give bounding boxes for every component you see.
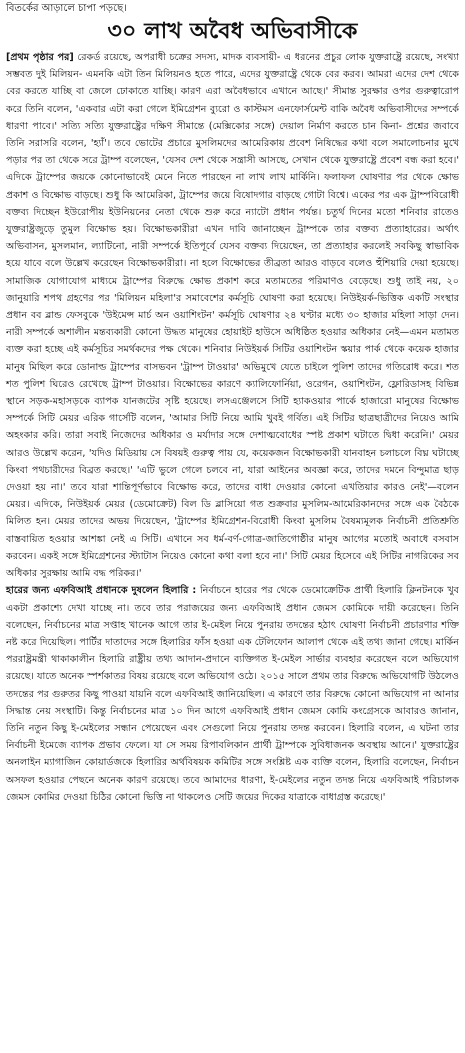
headline: ৩০ লাখ অবৈধ অভিবাসীকে bbox=[107, 19, 358, 44]
continuation-label: [প্রথম পৃষ্ঠার পর] bbox=[6, 52, 74, 63]
body-text-main: রেকর্ড রয়েছে, অপরাধী চক্রের সদস্য, মাদক ব্যবসায়ী- এ ধরনের প্রচুর লোক যুক্তরাষ্ট্রে রয়েছে, সংখ্যা সম্ভবত দুই মিলিয়ন- এমনকি এটা তিন মিলিয়নও হতে পারে, এদের যুক্তরাষ্ট্রে থেকে বের করব। আমরা এদের দেশ থেকে বের করতে যাচ্ছি বা জেলে ঢোকাতে যাচ্ছি। কারণ এরা অবৈধভাবে এখানে আছে।' সীমান্ত সুরক্ষার ওপর গুরুত্বারোপ করে তিনি বলেন, 'একবার এটা করা গেলে ইমিগ্রেশন ব্যুরো ও কাস্টমস এনফোর্সমেন্ট বাকি অবৈধ অভিবাসীদের সম্পর্কে ধারণা পাবে।' সত্যি সত্যি যুক্তরাষ্ট্রের দক্ষিণ সীমান্তে (মেক্সিকোর সঙ্গে) দেয়াল নির্মাণ করতে চান কিনা- প্রশ্নের জবাবে তিনি সরাসরি বলেন, 'হ্যাঁ'। তবে ভোটের প্রচারে মুসলিমদের আমেরিকায় প্রবেশ নিষিদ্ধের কথা বলে সমালোচনার মুখে পড়ার পর তা থেকে সরে ট্রাম্প বলেছেন, 'যেসব দেশ থেকে সন্ত্রাসী আসছে, সেখান থেকে যুক্তরাষ্ট্রে প্রবেশ বন্ধ করা হবে।' এদিকে ট্রাম্পের জয়কে কোনোভাবেই মেনে নিতে পারছেন না লাখ লাখ মার্কিনি। ফলাফল ঘোষণার পর থেকে ক্ষোভ প্রকাশ ও বিক্ষোভ বাড়ছে। শুধু কি আমেরিকা, ট্রাম্পের জয়ে বিষোদগার বাড়ছে গোটা বিশ্বে। একের পর এক ট্রাম্পবিরোধী বক্তব্য দিচ্ছেন ইউরোপীয় ইউনিয়নের নেতা থেকে শুরু করে ন্যাটো প্রধান পর্যন্ত। চতুর্থ দিনের মতো শনিবার রাতেও যুক্তরাষ্ট্রজুড়ে তুমুল বিক্ষোভ হয়। বিক্ষোভকারীরা এখন দাবি জানাচ্ছেন ট্রাম্পকে তার বক্তব্য প্রত্যাহারের। অর্থাৎ অভিবাসন, মুসলমান, ল্যাটিনো, নারী সম্পর্কে ইতিপূর্বে যেসব বক্তব্য দিয়েছেন, তা প্রত্যাহার করলেই সবকিছু স্বাভাবিক হয়ে যাবে বলে উল্লেখ করেছেন বিক্ষোভকারীরা। না হলে বিক্ষোভের তীব্রতা আরও বাড়বে বলেও হুঁশিয়ারি দেয়া হয়েছে। সামাজিক যোগাযোগ মাধ্যমে ট্রাম্পের বিরুদ্ধে ক্ষোভ প্রকাশ করে মতামতের পরিমাণও বেড়েছে। শুধু তাই নয়, ২০ জানুয়ারি শপথ গ্রহণের পর 'মিলিয়ন মহিলা'র সমাবেশের কর্মসূচি ঘোষণা করা হয়েছে। নিউইয়র্ক-ভিত্তিক একটি সংস্থার প্রধান বব ব্লান্ড ফেসবুকে 'উইমেন্স মার্চ অন ওয়াশিংটন' কর্মসূচি ঘোষণার ২৪ ঘণ্টার মধ্যে ৩০ হাজার মহিলা সাড়া দেন। নারী সম্পর্কে অশালীন মন্তব্যকারী কোনো উদ্ধত মানুষের হোয়াইট হাউসে অধিষ্ঠিত হওয়ার অধিকার নেই—এমন মতামত ব্যক্ত করা হচ্ছে এই কর্মসূচির সমর্থকদের পক্ষ থেকে। শনিবার নিউইয়র্ক সিটির ওয়াশিংটন স্কয়ার পার্ক থেকে কয়েক হাজার মানুষ মিছিল করে ডোনাল্ড ট্রাম্পের বাসভবন 'ট্রাম্প টাওয়ার' অভিমুখে যেতে চাইলে পুলিশ তাদের গতিরোধ করে। শত শত পুলিশ ঘিরেও রেখেছে ট্রাম্প টাওয়ার। বিক্ষোভের কারণে ক্যালিফোর্নিয়া, ওরেগন, ওয়াশিংটন, ফ্লোরিডাসহ বিভিন্ন স্থানে সড়ক-মহাসড়কে ব্যাপক যানজটের সৃষ্টি হয়েছে। লসএঞ্জেলসে সিটি হ্যাকওয়ার পার্কে হাজারো মানুষের বিক্ষোভ সম্পর্কে সিটি মেয়র এরিক গার্সেটি বলেন, 'আমার সিটি নিয়ে আমি খুবই গর্বিত। এই সিটির ছাত্রছাত্রীদের নিয়েও আমি অহংকার করি। তারা সবাই নিজেদের অধিকার ও মর্যাদার সঙ্গে দেশাত্মবোধের স্পষ্ট প্রকাশ ঘটাতে দ্বিধা করেনি।' মেয়র আরও উল্লেখ করেন, 'যদিও মিডিয়ায় সে বিষয়ই গুরুত্ব পায় যে, কয়েকজন বিক্ষোভকারী যানবাহন চলাচলে বিঘ্ন ঘটাচ্ছে কিংবা পথচারীদের বিব্রত করছে।' 'এটি ভুলে গেলে চলবে না, যারা আইনের অবজ্ঞা করে, তাদের দমনে বিন্দুমাত্র ছাড় দেওয়া হয় না।' তবে যারা শান্তিপূর্ণভাবে বিক্ষোভ করে, তাদের বাধা দেওয়ার কোনো এখতিয়ার কারও নেই'—বলেন মেয়র। এদিকে, নিউইয়র্ক মেয়র (ডেমোক্রেট) বিল ডি ব্লাসিয়ো গত শুক্রবার মুসলিম-আমেরিকানদের সঙ্গে এক বৈঠকে মিলিত হন। মেয়র তাদের অভয় দিয়েছেন, 'ট্রাম্পের ইমিগ্রেশন-বিরোধী কিংবা মুসলিম বৈষম্যমূলক নির্বাচনী প্রতিশ্রুতি বাস্তবায়িত হওয়ার আশঙ্কা নেই এ সিটি। এখানে সব ধর্ম-বর্ণ-গোত্র-জাতিগোষ্ঠীর মানুষ আগের মতোই অবাধে বসবাস করবেন। একই সঙ্গে ইমিগ্রেশনের স্ট্যাটাস নিয়েও কোনো কথা বলা হবে না।' সিটি মেয়র হিসেবে এই সিটির নাগরিকের সব অধিকার সুরক্ষায় আমি বদ্ধ পরিকর।' bbox=[6, 52, 459, 580]
article-body-second bbox=[6, 582, 459, 806]
body-text-second: নির্বাচনে হারের পর থেকে ডেমোক্রেটিক প্রার্থী হিলারি ক্লিনটনকে খুব একটা প্রকাশ্যে দেখা যাচ্ছে না। তবে তার পরাজয়ের জন্য এফবিআই প্রধান জেমস কোমিকে দায়ী করেছেন। তিনি বলেছেন, নির্বাচনের মাত্র সপ্তাহ খানেক আগে তার ই-মেইল নিয়ে পুনরায় তদন্তের হঠাৎ ঘোষণা নির্বাচনী প্রচারণার শক্তি নষ্ট করে দিয়েছিল। পার্টির দাতাদের সঙ্গে হিলারির ফাঁস হওয়া এক টেলিফোন আলাপ থেকে এই তথ্য জানা গেছে। মার্কিন পররাষ্ট্রমন্ত্রী থাকাকালীন হিলারি রাষ্ট্রীয় তথ্য আদান-প্রদানে ব্যক্তিগত ই-মেইল সার্ভার ব্যবহার করেছেন বলে অভিযোগ রয়েছে। যাতে অনেক স্পর্শকাতর বিষয় রয়েছে বলে অভিযোগ ওঠে। ২০১৫ সালে প্রথম তার বিরুদ্ধে অভিযোগটি উঠলেও তদন্তের পর গুরুতর কিছু পাওয়া যায়নি বলে এফবিআই জানিয়েছিল। এ কারণে তার বিরুদ্ধে কোনো অভিযোগ না আনার সিদ্ধান্ত নেয় সংস্থাটি। কিন্তু নির্বাচনের মাত্র ১০ দিন আগে এফবিআই প্রধান জেমস কোমি কংগ্রেসকে আবারও জানান, তিনি নতুন কিছু ই-মেইলের সন্ধান পেয়েছেন এবং সেগুলো নিয়ে পুনরায় তদন্ত করবেন। হিলারি বলেন, এ ঘটনা তার নির্বাচনী ইমেজে ব্যাপক প্রভাব ফেলে। যা সে সময় রিপাবলিকান প্রার্থী ট্রাম্পকে সুবিধাজনক অবস্থায় আনে।' যুক্তরাষ্ট্রের অনলাইন ম্যাগাজিন কোয়ার্ডজকে হিলারির অর্থবিষয়ক কমিটির সঙ্গে সংশ্লিষ্ট এক ব্যক্তি বলেন, হিলারি বলেছেন, নির্বাচন অসফল হওয়ার পেছনে অনেক কারণ রয়েছে। তবে আমাদের ধারণা, ই-মেইলের নতুন তদন্ত নিয়ে এফবিআই পরিচালক জেমস কোমির দেওয়া চিঠির কোনো ভিত্তি না থাকলেও সেটি জয়ের দিকের যাত্রাকে বাধাগ্রস্ত করেছে।' bbox=[6, 585, 459, 803]
article-body-main bbox=[6, 49, 459, 582]
section-subhead: হারের জন্য এফবিআই প্রধানকে দুষলেন হিলারি : bbox=[6, 585, 197, 597]
previous-article-fragment: বিতর্কের আড়ালে চাপা পড়ছে। bbox=[6, 3, 127, 14]
